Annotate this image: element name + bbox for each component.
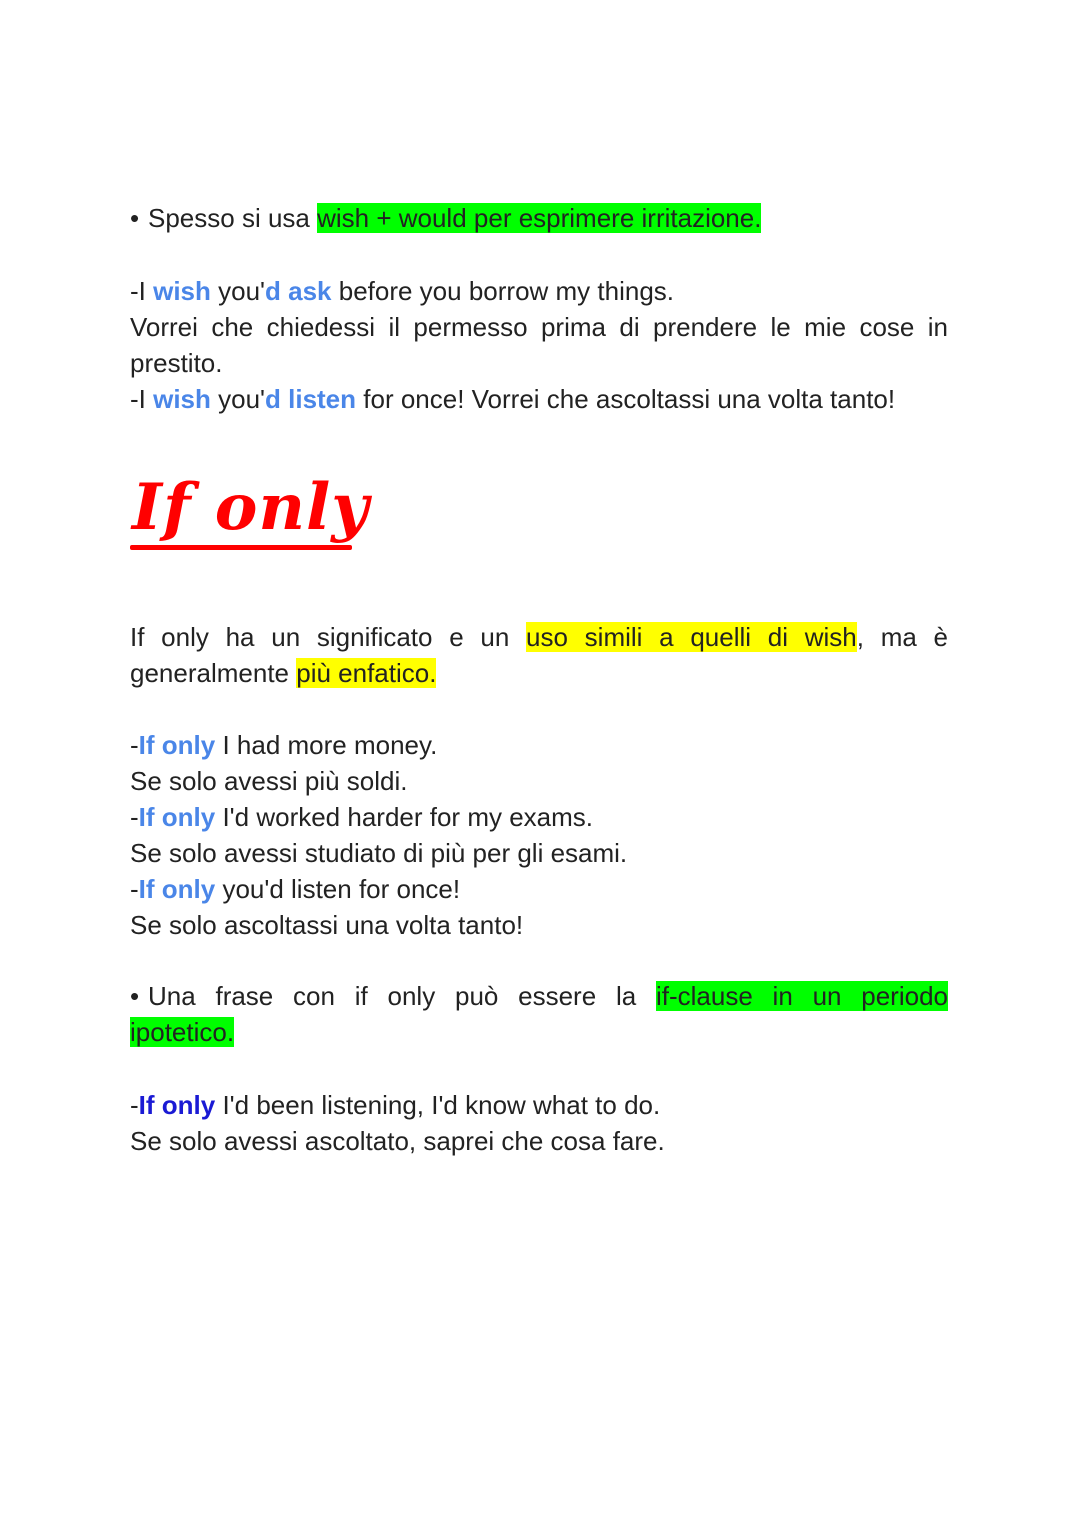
example-dash: - <box>130 1090 139 1120</box>
intro-line-1 <box>130 619 948 655</box>
bullet-line-2 <box>130 1014 948 1050</box>
example-dash: - <box>130 802 139 832</box>
wish-example-1-translation: Vorrei che chiedessi il permesso prima di prendere le mie cose in <box>130 312 948 342</box>
if-clause-bullet <box>130 978 948 1050</box>
if-only-intro <box>130 619 948 691</box>
bullet-text: Una frase con if only può essere la <box>148 981 656 1011</box>
example-text: you'd listen for once! <box>215 874 461 904</box>
example-text: before you borrow my things. <box>331 276 675 306</box>
example-translation: Se solo avessi più soldi. <box>130 766 408 796</box>
keyword-wish: wish <box>153 384 211 414</box>
highlighted-rule: wish + would per esprimere irritazione. <box>317 203 762 233</box>
example-sentence <box>130 871 948 907</box>
wish-examples <box>130 273 948 417</box>
keyword-if-only: If only <box>138 802 216 832</box>
intro-text: If only ha un significato e un <box>130 622 527 652</box>
example-translation: Se solo avessi ascoltato, saprei che cosa fare. <box>130 1126 665 1156</box>
example-text: I'd worked harder for my exams. <box>215 802 593 832</box>
intro-text: generalmente <box>130 658 297 688</box>
title-underline <box>130 545 352 550</box>
keyword-if-only: If only <box>138 730 216 760</box>
example-dash: - <box>130 874 139 904</box>
example-translation: Se solo avessi studiato di più per gli esami. <box>130 838 628 868</box>
section-title: If only <box>132 470 370 545</box>
wish-example-1 <box>130 273 948 309</box>
example-translation: Se solo ascoltassi una volta tanto! <box>130 910 524 940</box>
example-sentence <box>130 799 948 835</box>
example-text: I'd been listening, I'd know what to do. <box>215 1090 661 1120</box>
bullet-highlight: if-clause in un periodo <box>655 981 948 1011</box>
example-text: for once! Vorrei che ascoltassi una volta tanto! <box>356 384 896 414</box>
example-text: you' <box>210 384 266 414</box>
example-dash: -I <box>130 384 154 414</box>
keyword-wish: wish <box>153 276 211 306</box>
bullet-symbol: • <box>130 981 140 1011</box>
keyword-would: d listen <box>265 384 357 414</box>
keyword-would: d ask <box>265 276 332 306</box>
intro-text: , ma è <box>856 622 948 652</box>
example-text: you' <box>210 276 266 306</box>
bullet-lead-text: Spesso si usa <box>148 203 318 233</box>
example-dash: - <box>130 730 139 760</box>
intro-line-2 <box>130 655 948 691</box>
keyword-if-only: If only <box>138 1090 216 1120</box>
wish-example-1-translation-cont: prestito. <box>130 348 223 378</box>
bullet-line-1 <box>130 978 948 1014</box>
example-text: I had more money. <box>215 730 438 760</box>
bullet-symbol: • <box>130 203 140 233</box>
example-sentence <box>130 1087 948 1123</box>
final-example <box>130 1087 948 1159</box>
wish-example-2 <box>130 381 948 417</box>
example-dash: -I <box>130 276 154 306</box>
example-sentence <box>130 727 948 763</box>
wish-would-bullet <box>130 200 948 236</box>
keyword-if-only: If only <box>138 874 216 904</box>
if-only-examples <box>130 727 948 943</box>
intro-highlight: più enfatico. <box>296 658 437 688</box>
bullet-highlight: ipotetico. <box>130 1017 235 1047</box>
intro-highlight: uso simili a quelli di wish <box>526 622 857 652</box>
